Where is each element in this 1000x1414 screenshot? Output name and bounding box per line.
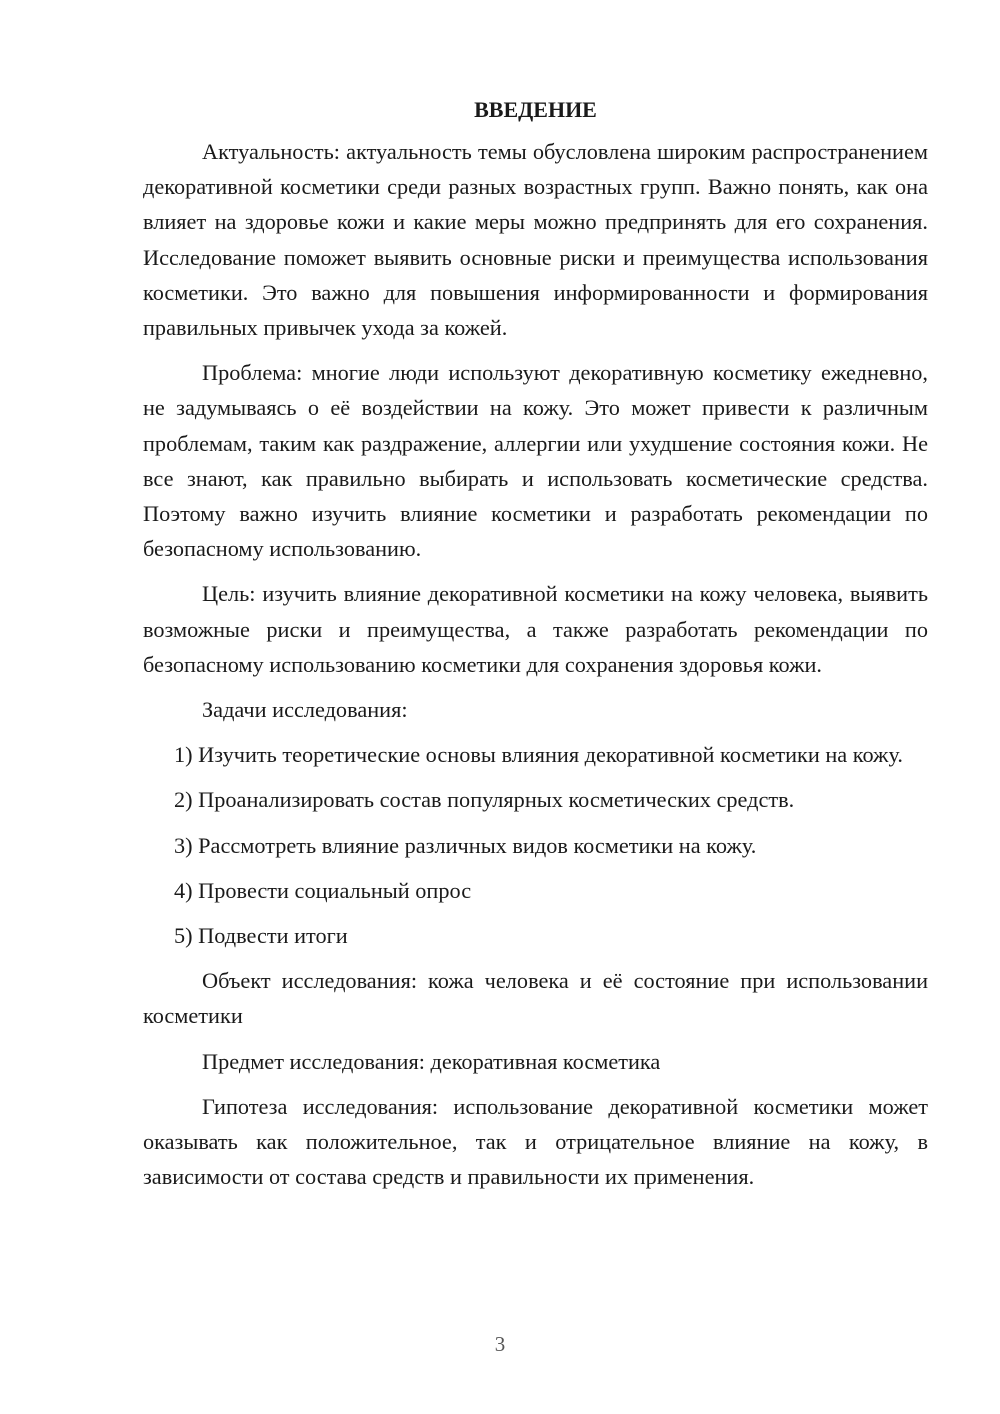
object-paragraph: Объект исследования: кожа человека и её состояние при использовании косметики — [143, 968, 928, 1029]
task-item-5: 5) Подвести итоги — [174, 923, 348, 949]
task-item-4: 4) Провести социальный опрос — [174, 877, 472, 903]
section-title: ВВЕДЕНИЕ — [474, 97, 597, 122]
page-content — [143, 92, 928, 1204]
tasks-heading: Задачи исследования: — [202, 697, 408, 723]
task-item-3: 3) Рассмотреть влияние различных видов косметики на кожу. — [174, 832, 757, 858]
problem-paragraph: Проблема: многие люди используют декоративную косметику ежедневно, не задумываясь о её воздействии на кожу. Это может привести к различным проблемам, таким как раздражение, аллергии или ухудшение состояния кожи. Не все знают, как правильно выбирать и использовать косметические средства. Поэтому важно изучить влияние косметики и разработать рекомендации по безопасному использованию. — [143, 360, 928, 562]
goal-paragraph: Цель: изучить влияние декоративной косметики на кожу человека, выявить возможные риски и преимущества, а также разработать рекомендации по безопасному использованию косметики для сохранения здоровья кожи. — [143, 581, 928, 677]
task-item-1: 1) Изучить теоретические основы влияния декоративной косметики на кожу. — [174, 742, 903, 768]
relevance-paragraph: Актуальность: актуальность темы обусловлена широким распространением декоративной косметики среди разных возрастных групп. Важно понять, как она влияет на здоровье кожи и какие меры можно предпринять для его сохранения. Исследование поможет выявить основные риски и преимущества использования косметики. Это важно для повышения информированности и формирования правильных привычек ухода за кожей. — [143, 139, 928, 341]
subject-paragraph: Предмет исследования: декоративная косметика — [202, 1048, 661, 1074]
task-item-2: 2) Проанализировать состав популярных косметических средств. — [174, 787, 795, 813]
page-number: 3 — [494, 1332, 506, 1356]
hypothesis-paragraph: Гипотеза исследования: использование декоративной косметики может оказывать как положительное, так и отрицательное влияние на кожу, в зависимости от состава средств и правильности их применения. — [143, 1093, 928, 1190]
